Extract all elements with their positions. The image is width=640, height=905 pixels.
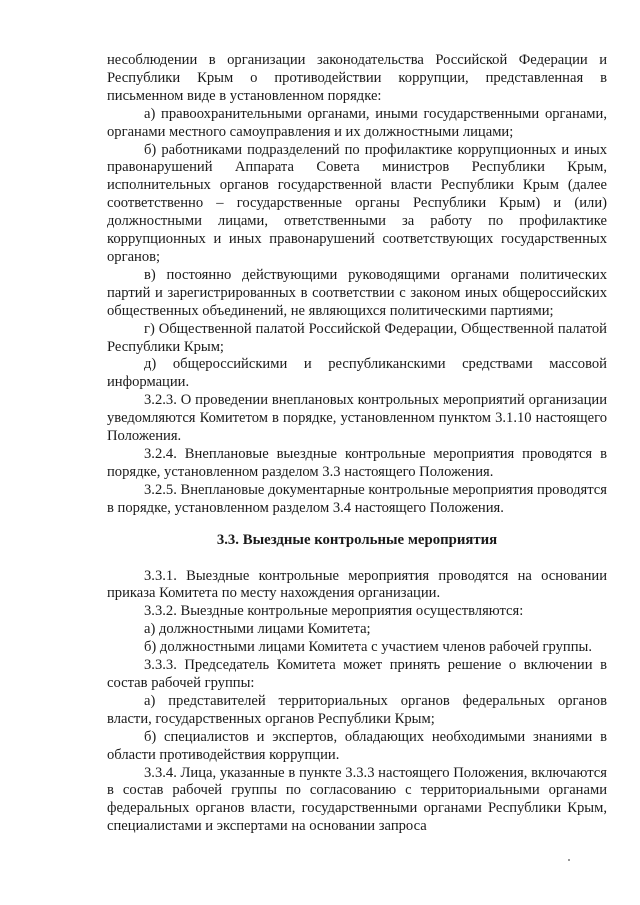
document-paragraph: 3.3.2. Выездные контрольные мероприятия осуществляются:: [144, 603, 524, 620]
document-paragraph: а) представителей территориальных органов федеральных органов власти, государственных органов Республики Крым;: [107, 692, 607, 727]
section-heading: 3.3. Выездные контрольные мероприятия: [216, 531, 498, 548]
document-paragraph: несоблюдении в организации законодательства Российской Федерации и Республики Крым о противодействии коррупции, представленная в письменном виде в установленном порядке:: [107, 52, 607, 104]
scan-speck: [568, 859, 570, 861]
paragraphs-after-heading: [107, 568, 607, 837]
document-paragraph: 3.3.4. Лица, указанные в пункте 3.3.3 настоящего Положения, включаются в состав рабочей группы по согласованию с территориальными органами федеральных органов власти, государственными органами Республики Крым, специалистами и экспертами на основании запроса: [107, 764, 607, 835]
document-paragraph: 3.2.3. О проведении внеплановых контрольных мероприятий организации уведомляются Комитетом в порядке, установленном пунктом 3.1.10 настоящего Положения.: [107, 392, 607, 445]
document-paragraph: б) специалистов и экспертов, обладающих необходимыми знаниями в области противодействия коррупции.: [107, 728, 607, 763]
document-paragraph: а) должностными лицами Комитета;: [144, 621, 371, 638]
document-paragraph: в) постоянно действующими руководящими органами политических партий и зарегистрированных в соответствии с законом иных общероссийских общественных объединений, не являющихся политическими партиями;: [107, 266, 607, 319]
paragraphs-before-heading: [107, 52, 607, 518]
document-paragraph: 3.3.1. Выездные контрольные мероприятия проводятся на основании приказа Комитета по месту нахождения организации.: [107, 567, 607, 602]
document-body: [107, 52, 607, 836]
document-paragraph: б) должностными лицами Комитета с участием членов рабочей группы.: [144, 639, 593, 656]
document-paragraph: 3.2.4. Внеплановые выездные контрольные мероприятия проводятся в порядке, установленном разделом 3.3 настоящего Положения.: [107, 445, 607, 480]
document-paragraph: 3.3.3. Председатель Комитета может принять решение о включении в состав рабочей группы:: [107, 657, 607, 691]
document-paragraph: г) Общественной палатой Российской Федерации, Общественной палатой Республики Крым;: [107, 320, 607, 355]
document-paragraph: а) правоохранительными органами, иными государственными органами, органами местного самоуправления и их должностными лицами;: [107, 105, 607, 140]
document-paragraph: д) общероссийскими и республиканскими средствами массовой информации.: [107, 356, 607, 391]
document-paragraph: 3.2.5. Внеплановые документарные контрольные мероприятия проводятся в порядке, установленном разделом 3.4 настоящего Положения.: [107, 481, 607, 516]
document-paragraph: б) работниками подразделений по профилактике коррупционных и иных правонарушений Аппарата Совета министров Республики Крым, исполнительных органов государственной власти Республики Крым (далее соответственно – государственные органы Республики Крым) и (или) должностными лицами, ответственными за работу по профилактике коррупционных и иных правонарушений соответствующих государственных органов;: [107, 141, 607, 265]
